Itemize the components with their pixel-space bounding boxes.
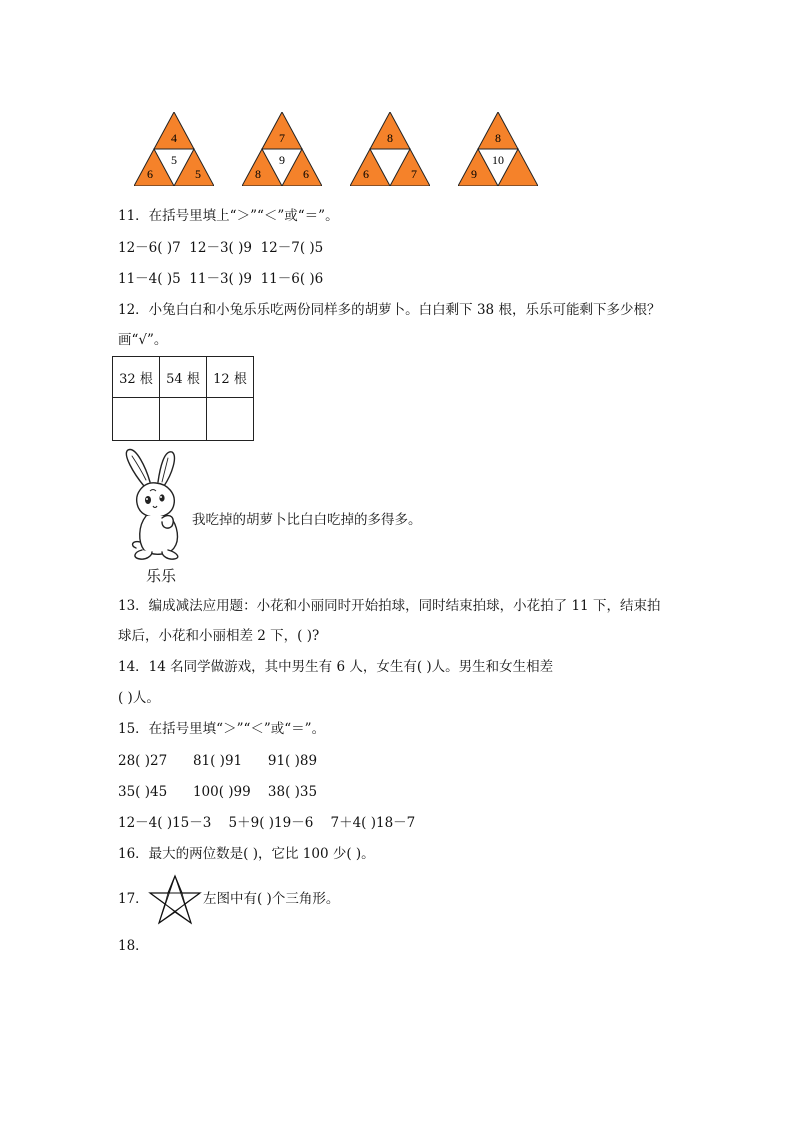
- triangle-top-number: 8: [387, 131, 393, 145]
- q15-item: 12－4( )15－3: [118, 815, 212, 831]
- q15-item: 5＋9( )19－6: [228, 815, 314, 831]
- q15-item: 81( )91: [192, 753, 243, 769]
- q16-line: 16．最大的两位数是( )，它比 100 少( )。: [118, 846, 375, 862]
- number-triangle-2: [242, 112, 322, 186]
- choice-label: 12 根: [207, 357, 254, 398]
- answer-cell[interactable]: [207, 398, 254, 441]
- number-triangle-1: [134, 112, 214, 186]
- q18-number: 18．: [118, 938, 149, 954]
- q14-line-1: 14．14 名同学做游戏，其中男生有 6 人，女生有( )人。男生和女生相差: [118, 659, 554, 675]
- rabbit-illustration: [118, 446, 194, 566]
- q15-row-3: [118, 814, 415, 832]
- triangle-left-number: 6: [363, 167, 369, 181]
- triangle-left-number: 6: [147, 167, 153, 181]
- q12-choice-table: [112, 356, 254, 441]
- q15-item: 7＋4( )18－7: [330, 815, 416, 831]
- q11-title: 11．在括号里填上“＞”“＜”或“＝”。: [118, 208, 339, 224]
- triangle-right-number: 6: [303, 167, 309, 181]
- number-triangle-3: [350, 112, 430, 186]
- rabbit-speech: 我吃掉的胡萝卜比白白吃掉的多得多。: [192, 512, 422, 528]
- q15-item: 91( )89: [267, 753, 318, 769]
- q17-number: 17．: [118, 891, 149, 907]
- q11-item: 11－4( )5: [118, 271, 181, 287]
- triangle-left-number: 9: [471, 167, 477, 181]
- q14-line-2: ( )人。: [118, 690, 160, 706]
- q12-title: 12．小兔白白和小兔乐乐吃两份同样多的胡萝卜。白白剩下 38 根，乐乐可能剩下多少根？: [118, 302, 661, 318]
- triangle-top-number: 8: [495, 131, 501, 145]
- triangle-middle-number: 10: [492, 153, 504, 167]
- q11-row-1: [118, 239, 323, 257]
- triangle-left-number: 8: [255, 167, 261, 181]
- q17-text: 左图中有( )个三角形。: [203, 891, 340, 907]
- triangle-middle-number: 5: [171, 153, 177, 167]
- number-triangle-4: [458, 112, 538, 186]
- q11-item: 11－6( )6: [260, 271, 324, 287]
- triangle-top-number: 7: [279, 131, 285, 145]
- answer-cell[interactable]: [113, 398, 160, 441]
- q11-item: 12－7( )5: [260, 240, 324, 256]
- q11-item: 12－6( )7: [118, 240, 181, 256]
- triangle-right-number: 5: [195, 167, 201, 181]
- q15-item: 100( )99: [192, 784, 251, 800]
- q13-line-2: 球后，小花和小丽相差 2 下，( )?: [118, 628, 320, 644]
- star-icon: [148, 874, 202, 926]
- triangle-middle-number: 9: [279, 153, 285, 167]
- q11-item: 12－3( )9: [189, 240, 252, 256]
- q15-title: 15．在括号里填“＞”“＜”或“＝”。: [118, 721, 326, 737]
- q15-item: 38( )35: [267, 784, 318, 800]
- q15-row-1: [118, 752, 317, 770]
- triangle-right-number: 7: [411, 167, 417, 181]
- rabbit-name: 乐乐: [146, 567, 177, 585]
- q15-item: 28( )27: [118, 753, 168, 769]
- choice-label: 32 根: [113, 357, 160, 398]
- choice-label: 54 根: [160, 357, 207, 398]
- q15-row-2: [118, 783, 317, 801]
- q15-item: 35( )45: [118, 784, 168, 800]
- answer-cell[interactable]: [160, 398, 207, 441]
- q12-title-2: 画“√”。: [118, 332, 168, 348]
- q13-line-1: 13．编成减法应用题：小花和小丽同时开始拍球，同时结束拍球，小花拍了 11 下，结束拍: [118, 598, 661, 614]
- q11-row-2: [118, 270, 323, 288]
- triangle-top-number: 4: [171, 131, 177, 145]
- q11-item: 11－3( )9: [189, 271, 252, 287]
